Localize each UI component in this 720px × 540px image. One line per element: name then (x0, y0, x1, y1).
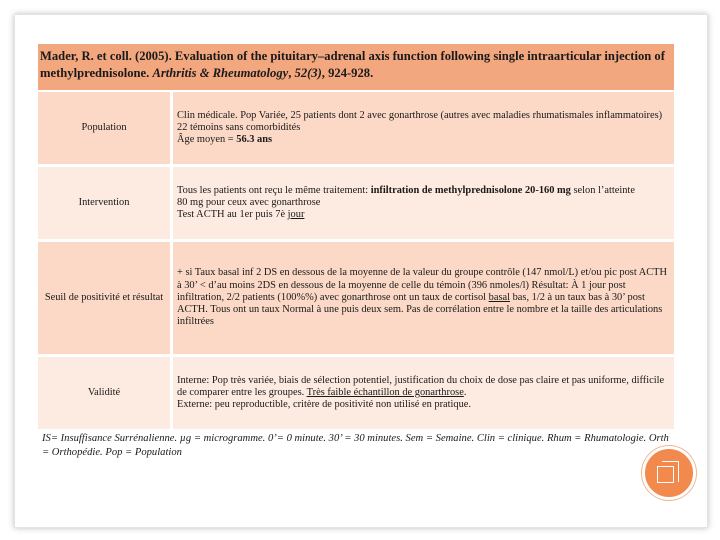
citation-pages: , 924-928. (321, 66, 374, 80)
content-line: 80 mg pour ceux avec gonarthrose (177, 196, 321, 208)
table-row-population (38, 92, 674, 166)
age-value: 56.3 ans (236, 134, 273, 146)
slide-badge-icon (642, 446, 696, 500)
table-row-validity (38, 356, 674, 431)
citation-separator: , (288, 66, 292, 80)
text-segment: Interne: Pop très variée, biais de sélection potentiel, justification du choix de dose pas claire et pas uniforme, difficile de comparer entre les groupes. (177, 374, 665, 398)
row-label: Seuil de positivité et résultat (38, 241, 172, 356)
text-segment: . (463, 386, 467, 398)
citation-journal: Arthritis & Rheumatology (152, 66, 289, 80)
bold-segment: infiltration de methylprednisolone 20-160 mg (370, 184, 571, 196)
text-segment: selon l’atteinte (570, 184, 635, 196)
citation-heading (38, 44, 674, 90)
citation-authors: Mader, R. et coll. (2005). Evaluation of the pituitary–adrenal axis function following single intraarticular injection of methylprednisolone. (40, 49, 665, 80)
text-segment: Tous les patients ont reçu le même traitement: (177, 184, 371, 196)
row-label: Population (38, 92, 172, 166)
content-line: Externe: peu reproductible, critère de positivité non utilisé en pratique. (177, 399, 472, 411)
text-segment: Test ACTH au 1er puis 7è (177, 209, 288, 221)
content-line (177, 209, 668, 221)
content-line (177, 375, 668, 400)
study-table (38, 92, 674, 432)
row-content (172, 241, 675, 356)
content-line (177, 185, 668, 197)
row-content (172, 92, 675, 166)
underlined-segment: jour (287, 209, 305, 221)
content-line (177, 134, 668, 146)
row-content (172, 356, 675, 431)
row-content (172, 166, 675, 241)
underlined-segment: Très faible échantillon de gonarthrose (306, 386, 464, 398)
table-row-threshold (38, 241, 674, 356)
row-label: Intervention (38, 166, 172, 241)
footnote: IS= Insuffisance Surrénalienne. µg = microgramme. 0’= 0 minute. 30’ = 30 minutes. Sem = Semaine. Clin = clinique. Rhum = Rhumatologie. Orth = Orthopédie. Pop = Population (42, 433, 669, 458)
text-segment: + si Taux basal inf 2 DS en dessous de la moyenne de la valeur du groupe contrôle (147 nmol/L) et/ou pic post ACTH à 30’ < d’au moins 2DS en dessous de la moyenne de celle du témoin (396 nmoles/l) Résultat: À 1 jour post infiltration, 2/2 patients (100%%) avec gonarthrose ont un taux de cortisol (177, 267, 668, 303)
content-line: 22 témoins sans comorbidités (177, 121, 301, 133)
age-prefix: Âge moyen = (177, 134, 237, 146)
underlined-segment: basal (488, 291, 510, 303)
row-label: Validité (38, 356, 172, 431)
citation-volume: 52(3) (294, 66, 322, 80)
table-row-intervention (38, 166, 674, 241)
text-segment: bas, 1/2 à un taux bas à 30’ post ACTH. Tous ont un taux Normal à une puis deux sem. Pas de corrélation entre le nombre et la taille des articulations infiltrées (177, 291, 663, 328)
content-line: Clin médicale. Pop Variée, 25 patients dont 2 avec gonarthrose (autres avec maladies rhumatismales inflammatoires) (177, 109, 663, 121)
badge-square-front (657, 466, 674, 483)
